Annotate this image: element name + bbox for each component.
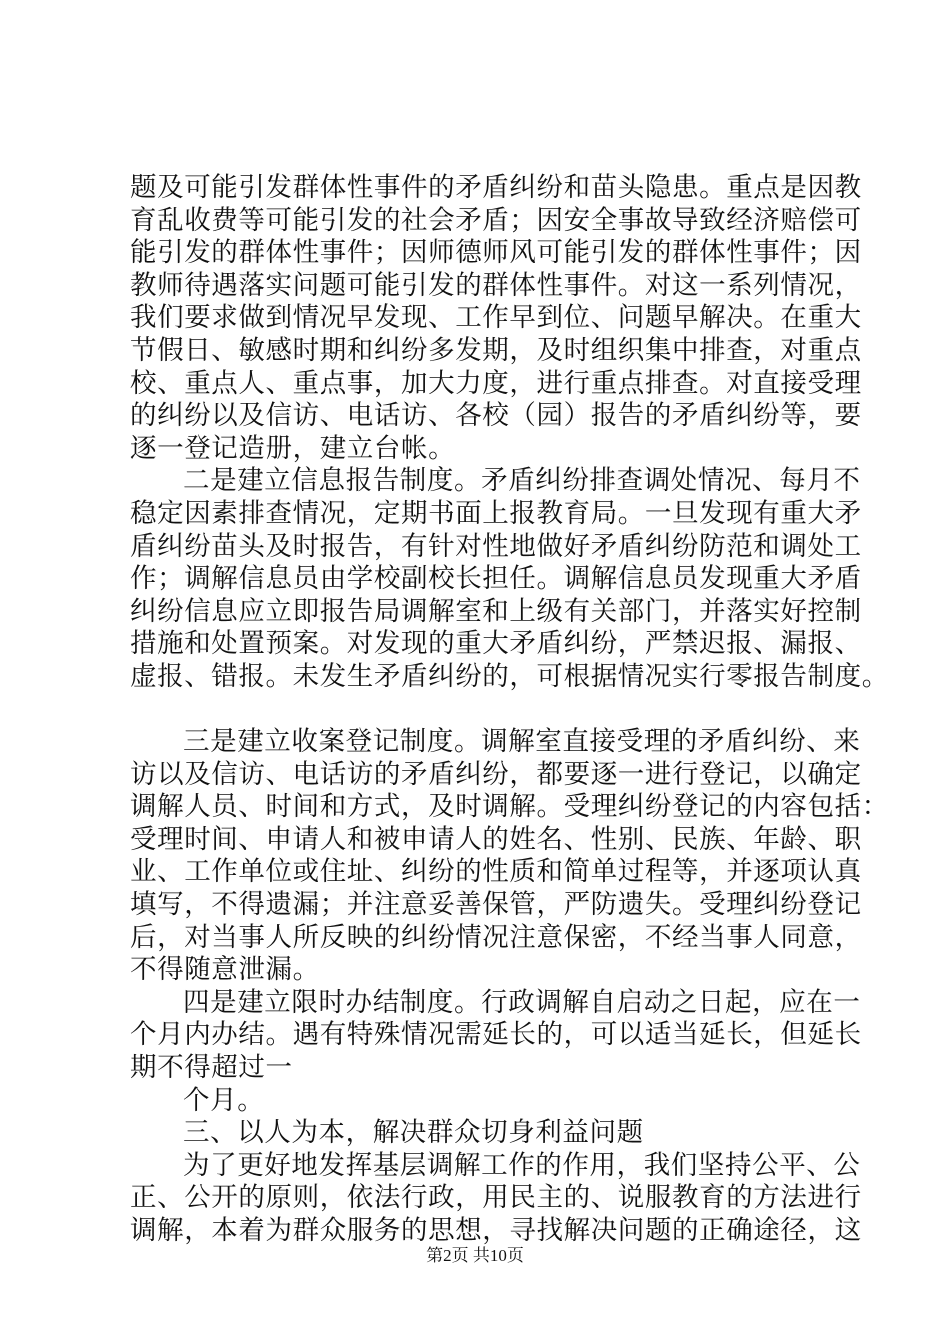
text-line: 作；调解信息员由学校副校长担任。调解信息员发现重大矛盾 xyxy=(130,563,862,595)
text-line: 不得随意泄漏。 xyxy=(130,954,320,986)
text-line: 期不得超过一 xyxy=(130,1052,293,1084)
text-line: 填写，不得遗漏；并注意妥善保管，严防遗失。受理纠纷登记 xyxy=(130,889,862,921)
blank-line xyxy=(130,694,830,727)
text-line: 盾纠纷苗头及时报告，有针对性地做好矛盾纠纷防范和调处工 xyxy=(130,530,862,562)
text-line: 题及可能引发群体性事件的矛盾纠纷和苗头隐患。重点是因教 xyxy=(130,172,862,203)
text-line: 三是建立收案登记制度。调解室直接受理的矛盾纠纷、来 xyxy=(183,726,861,758)
text-line: 育乱收费等可能引发的社会矛盾；因安全事故导致经济赔偿可 xyxy=(130,204,862,236)
text-line: 四是建立限时办结制度。行政调解自启动之日起，应在一 xyxy=(183,986,861,1018)
text-line: 节假日、敏感时期和纠纷多发期，及时组织集中排查，对重点 xyxy=(130,334,862,366)
text-line: 稳定因素排查情况，定期书面上报教育局。一旦发现有重大矛 xyxy=(130,497,862,529)
text-line: 业、工作单位或住址、纠纷的性质和简单过程等，并逐项认真 xyxy=(130,856,862,888)
text-line: 个月内办结。遇有特殊情况需延长的，可以适当延长，但延长 xyxy=(130,1019,862,1051)
text-line: 虚报、错报。未发生矛盾纠纷的，可根据情况实行零报告制度。 xyxy=(130,660,889,692)
body-text xyxy=(130,172,889,1248)
text-line: 的纠纷以及信访、电话访、各校（园）报告的矛盾纠纷等，要 xyxy=(130,400,862,432)
text-line: 措施和处置预案。对发现的重大矛盾纠纷，严禁迟报、漏报、 xyxy=(130,628,862,660)
text-line: 教师待遇落实问题可能引发的群体性事件。对这一系列情况， xyxy=(130,269,862,301)
page-footer: 第2页 共10页 xyxy=(426,1246,524,1265)
text-line: 能引发的群体性事件；因师德师风可能引发的群体性事件；因 xyxy=(130,237,862,269)
text-line: 调解，本着为群众服务的思想，寻找解决问题的正确途径，这 xyxy=(130,1215,862,1246)
text-line: 二是建立信息报告制度。矛盾纠纷排查调处情况、每月不 xyxy=(183,465,861,497)
text-line: 受理时间、申请人和被申请人的姓名、性别、民族、年龄、职 xyxy=(130,823,862,855)
text-line: 校、重点人、重点事，加大力度，进行重点排查。对直接受理 xyxy=(130,367,862,399)
text-line: 三、以人为本，解决群众切身利益问题 xyxy=(183,1117,644,1149)
text-line: 正、公开的原则，依法行政，用民主的、说服教育的方法进行 xyxy=(130,1182,862,1214)
text-line: 逐一登记造册，建立台帐。 xyxy=(130,432,456,464)
text-line: 个月。 xyxy=(183,1084,265,1116)
text-line: 调解人员、时间和方式，及时调解。受理纠纷登记的内容包括： xyxy=(130,791,889,823)
text-line: 纠纷信息应立即报告局调解室和上级有关部门，并落实好控制 xyxy=(130,595,862,627)
text-line: 访以及信访、电话访的矛盾纠纷，都要逐一进行登记，以确定 xyxy=(130,758,862,790)
text-line: 为了更好地发挥基层调解工作的作用，我们坚持公平、公 xyxy=(183,1149,861,1181)
text-line: 后，对当事人所反映的纠纷情况注意保密，不经当事人同意， xyxy=(130,921,862,953)
text-line: 我们要求做到情况早发现、工作早到位、问题早解决。在重大 xyxy=(130,302,862,334)
